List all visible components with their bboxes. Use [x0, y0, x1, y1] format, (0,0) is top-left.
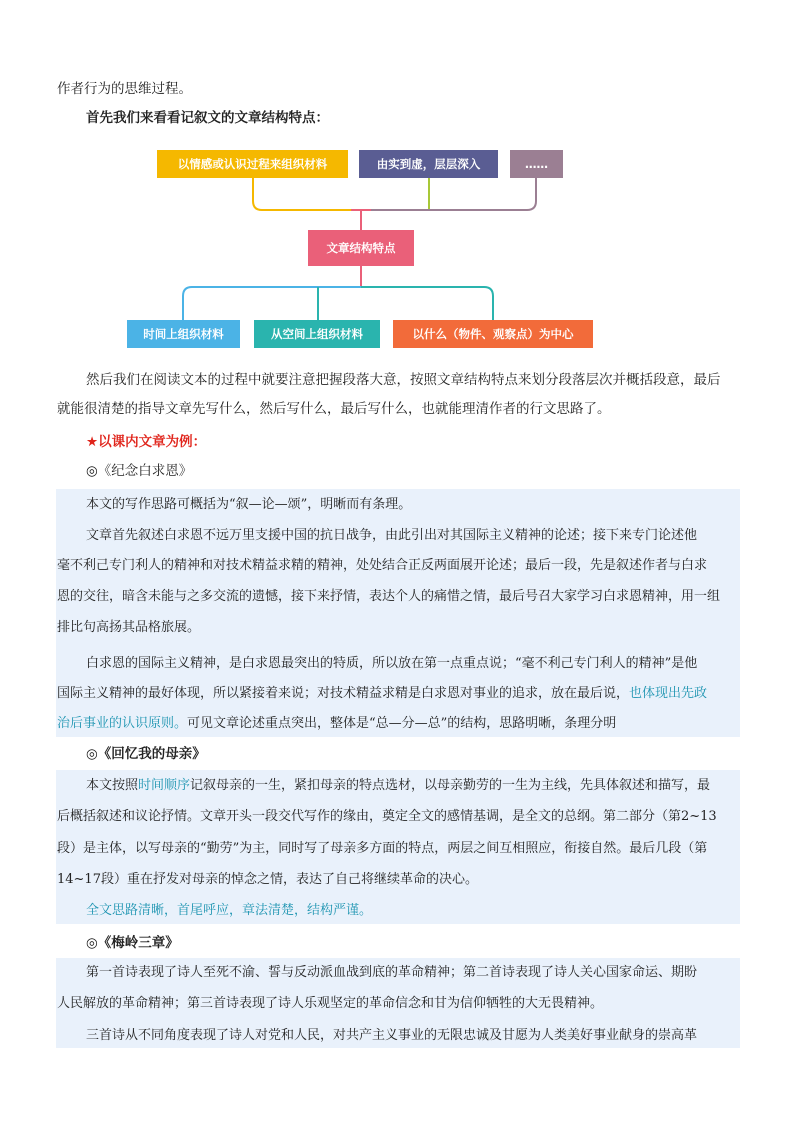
note-line: 段）是主体，以写母亲的“勤劳”为主，同时写了母亲多方面的特点，两层之间互相照应，衔接自然。最后几段（第	[57, 841, 708, 856]
note-line: 排比句高扬其品格旅展。	[57, 620, 201, 635]
note-line	[86, 777, 710, 795]
article-title: ◎《回忆我的母亲》	[86, 746, 206, 762]
highlight-text: 时间顺序	[138, 778, 191, 793]
highlight-text: 也体现出先政	[629, 686, 708, 701]
note-text: 国际主义精神的最好体现，所以紧接着来说；对技术精益求精是白求恩对事业的追求，放在最后说，	[57, 686, 630, 701]
note-line: 三首诗从不同角度表现了诗人对党和人民，对共产主义事业的无限忠诚及甘愿为人类美好事业献身的崇高革	[86, 1028, 698, 1043]
structure-box-space: 从空间上组织材料	[254, 320, 380, 348]
note-text: 记叙母亲的一生，紧扣母亲的特点选材，以母亲勤劳的一生为主线，先具体叙述和描写，最	[190, 778, 711, 793]
highlight-text: 治后事业的认识原则。	[57, 716, 188, 731]
summary-line: 全文思路清晰，首尾呼应，章法清楚，结构严谨。	[86, 903, 373, 918]
structure-box-center-object: 以什么（物件、观察点）为中心	[393, 320, 593, 348]
structure-box-real-to-virtual: 由实到虚，层层深入	[359, 150, 498, 178]
article-title: ◎《纪念白求恩》	[86, 463, 193, 479]
structure-box-emotion: 以情感或认识过程来组织材料	[157, 150, 348, 178]
note-line	[57, 685, 707, 703]
note-line	[57, 715, 616, 733]
paragraph-line: 就能很清楚的指导文章先写什么，然后写什么，最后写什么，也就能理清作者的行文思路了。	[57, 401, 611, 417]
note-line: 第一首诗表现了诗人至死不渝、誓与反动派血战到底的革命精神；第二首诗表现了诗人关心国家命运、期盼	[86, 965, 698, 980]
note-line: 14~17段）重在抒发对母亲的悼念之情，表达了自己将继续革命的决心。	[57, 872, 478, 887]
structure-heading: 首先我们来看看记叙文的文章结构特点：	[86, 110, 329, 126]
note-line: 本文的写作思路可概括为“叙—论—颂”，明晰而有条理。	[86, 497, 412, 512]
note-text: 本文按照	[86, 778, 139, 793]
examples-heading: ★以课内文章为例：	[86, 434, 207, 450]
article-title: ◎《梅岭三章》	[86, 935, 179, 951]
note-line: 文章首先叙述白求恩不远万里支援中国的抗日战争，由此引出对其国际主义精神的论述；接下来专门论述他	[86, 528, 698, 543]
note-line: 后概括叙述和议论抒情。文章开头一段交代写作的缘由，奠定全文的感情基调，是全文的总纲。第二部分（第2~13	[57, 809, 717, 824]
intro-line: 作者行为的思维过程。	[57, 81, 192, 97]
note-line: 毫不利己专门利人的精神和对技术精益求精的精神，处处结合正反两面展开论述；最后一段，先是叙述作者与白求	[57, 558, 708, 573]
note-text: 可见文章论述重点突出，整体是“总—分—总”的结构，思路明晰，条理分明	[187, 716, 617, 731]
structure-box-ellipsis: ……	[510, 150, 563, 178]
note-line: 人民解放的革命精神；第三首诗表现了诗人乐观坚定的革命信念和甘为信仰牺牲的大无畏精神。	[57, 996, 604, 1011]
diagram-connectors	[0, 0, 794, 360]
paragraph-line: 然后我们在阅读文本的过程中就要注意把握段落大意，按照文章结构特点来划分段落层次并概括段意，最后	[86, 372, 721, 388]
note-line: 恩的交往，暗含未能与之多交流的遗憾，接下来抒情，表达个人的痛惜之情，最后号召大家学习白求恩精神，用一组	[57, 589, 721, 604]
note-line: 白求恩的国际主义精神，是白求恩最突出的特质，所以放在第一点重点说；“毫不利己专门利人的精神”是他	[86, 656, 698, 671]
structure-box-center: 文章结构特点	[308, 230, 414, 266]
structure-box-time: 时间上组织材料	[127, 320, 240, 348]
